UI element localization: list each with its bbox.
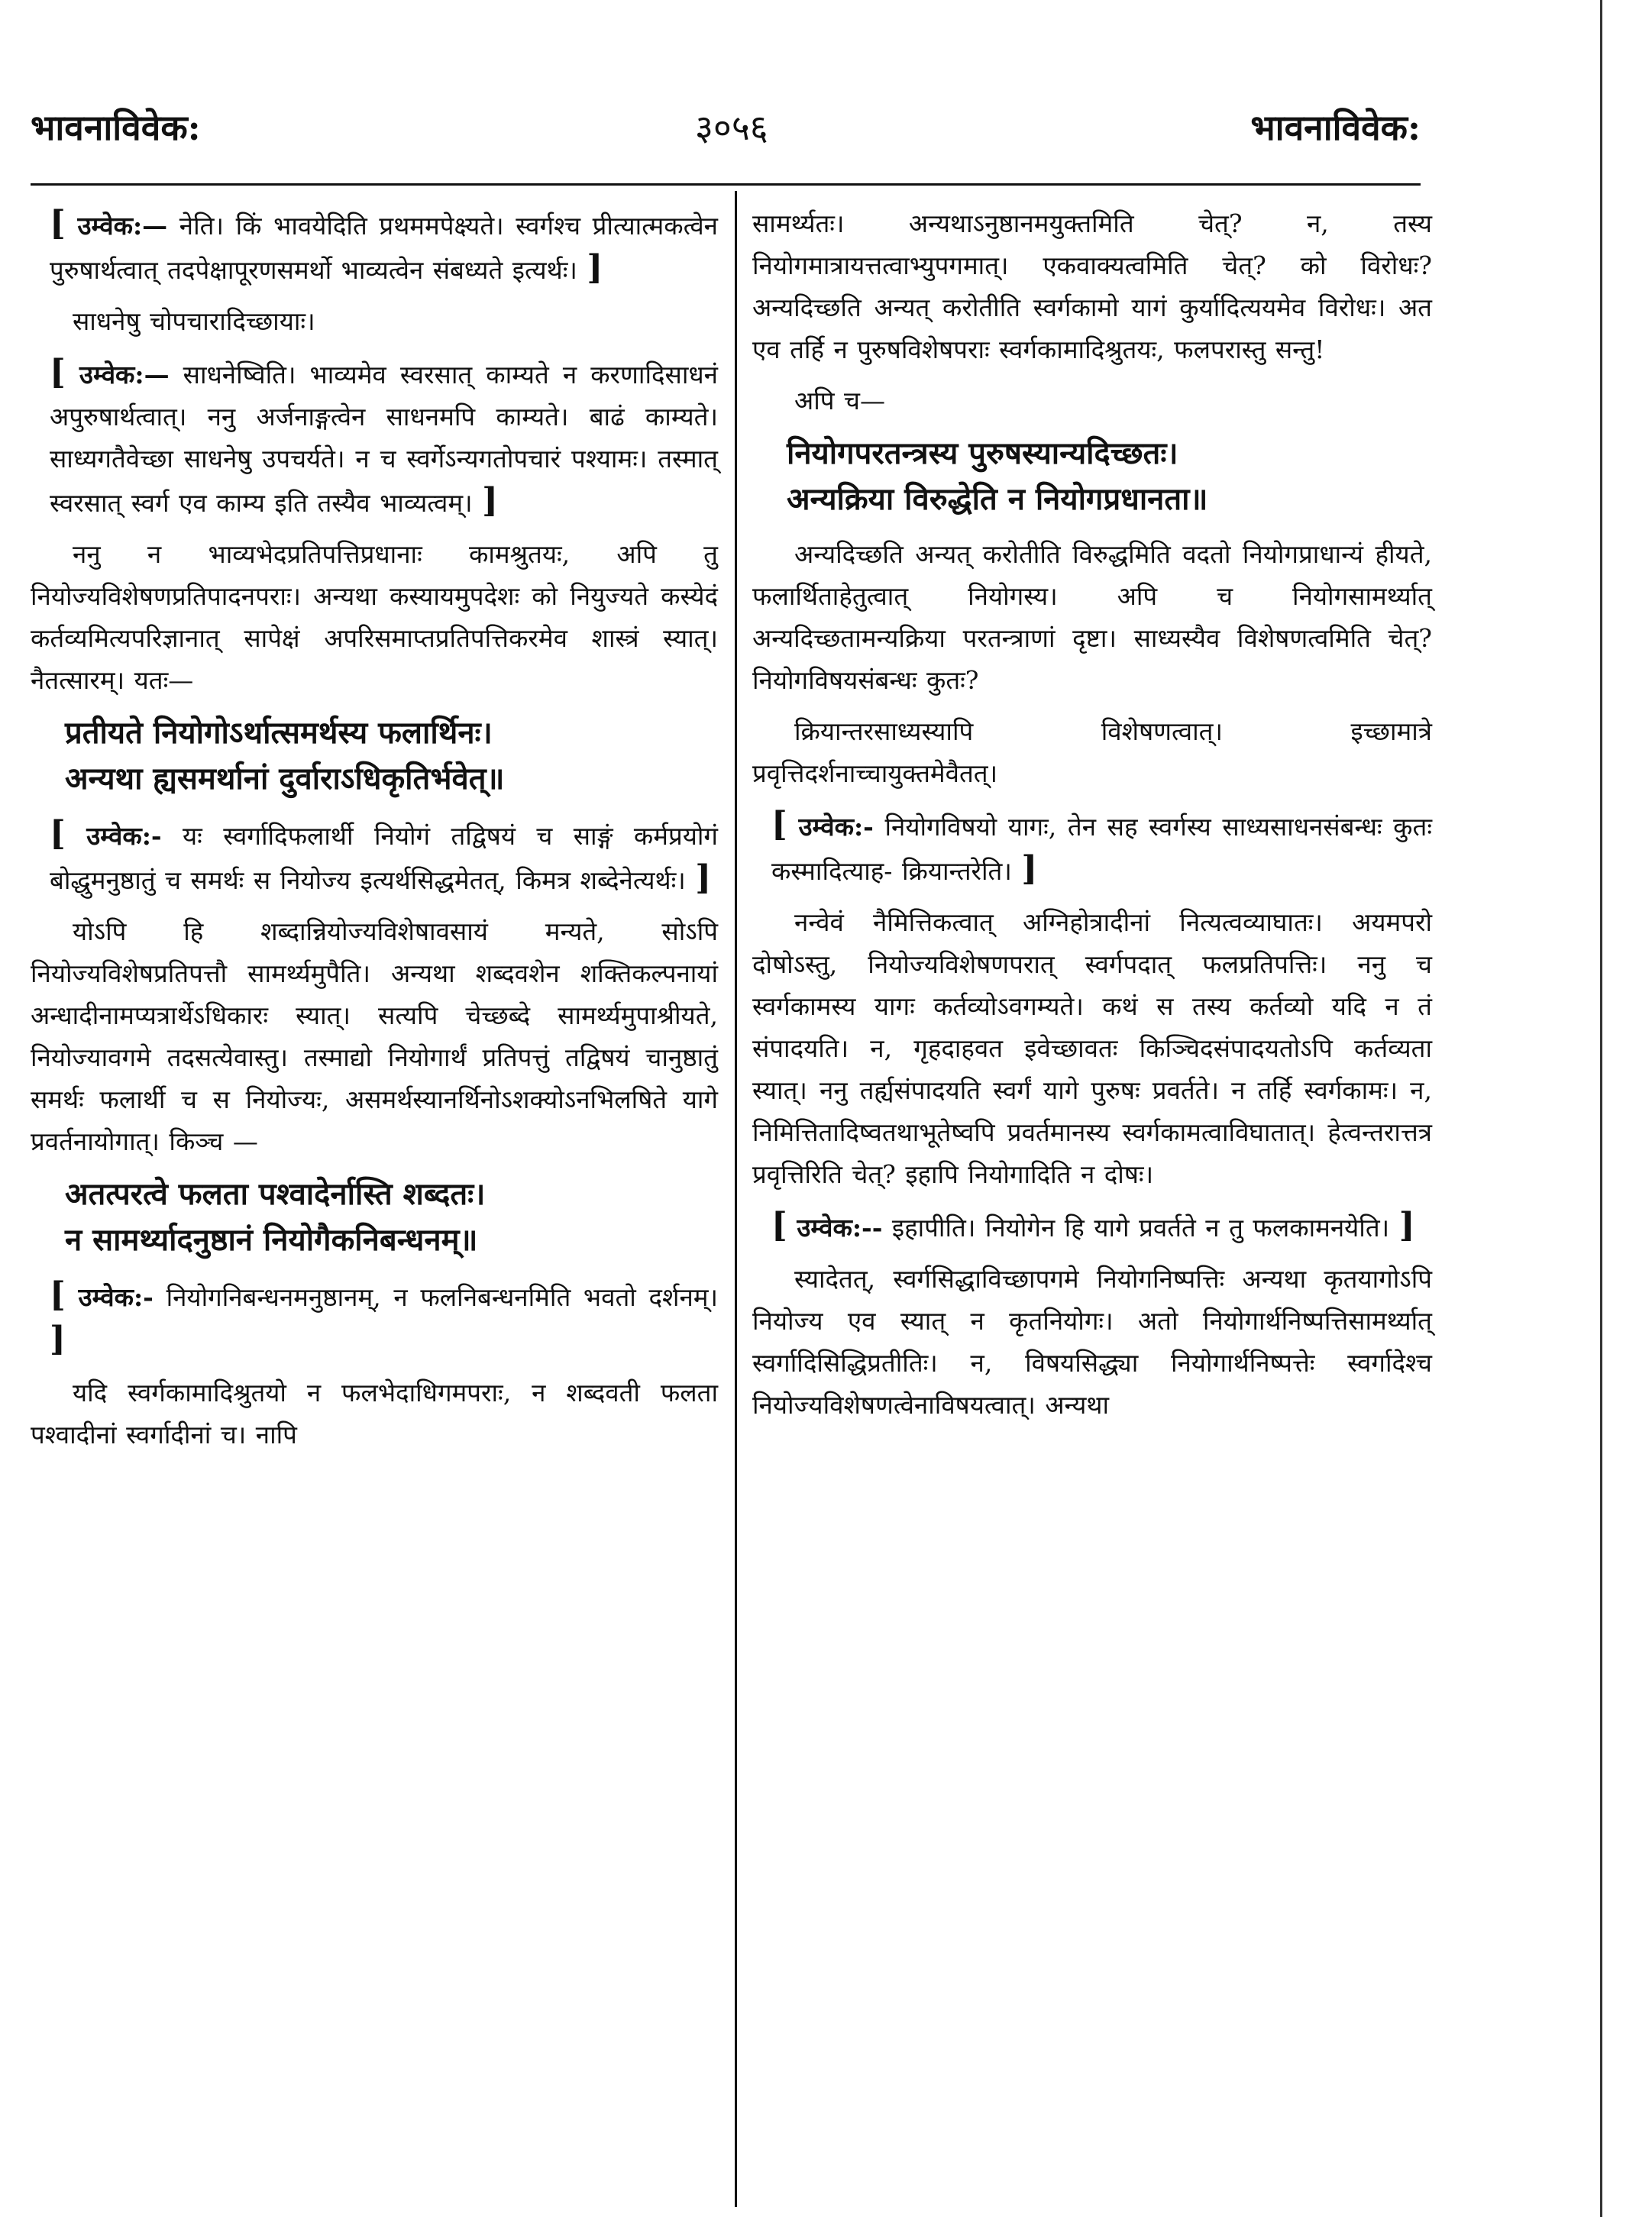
bracket-open: [	[50, 814, 66, 853]
header-title-left: भावनाविवेक:	[31, 107, 201, 148]
paragraph: अन्यदिच्छति अन्यत् करोतीति विरुद्धमिति वदतो नियोगप्राधान्यं हीयते, फलार्थिताहेतुत्वात् नियोगस्य। अपि च नियोगसामर्थ्यात् अन्यदिच्छतामन्यक्रिया परतन्त्राणां दृष्टा। साध्यस्यैव विशेषणत्वमिति चेत्? नियोगविषयसंबन्धः कुतः?	[752, 539, 1432, 695]
verse	[752, 431, 1432, 522]
paragraph: ननु न भाव्यभेदप्रतिपत्तिप्रधानाः कामश्रुतयः, अपि तु नियोज्यविशेषणप्रतिपादनपराः। अन्यथा कस्यायमुपदेशः को नियुज्यते कस्येदं कर्तव्यमित्यपरिज्ञानात् सापेक्षं अपरिसमाप्तप्रतिपत्तिकरमेव शास्त्रं स्यात्। नैतत्सारम्। यतः—	[31, 539, 718, 695]
paragraph: स्यादेतत्, स्वर्गसिद्धाविच्छापगमे नियोगनिष्पत्तिः अन्यथा कृतयागोऽपि नियोज्य एव स्यात् न कृतनियोगः। अतो नियोगार्थनिष्पत्तिसामर्थ्यात् स्वर्गादिसिद्धिप्रतीतिः। न, विषयसिद्ध्या नियोगार्थनिष्पत्तेः स्वर्गादेश्च नियोज्यविशेषणत्वेनाविषयत्वात्। अन्यथा	[752, 1264, 1432, 1420]
bracket-close: ]	[1021, 849, 1038, 888]
commentary-block	[31, 1274, 718, 1362]
header-title-right: भावनाविवेक:	[1250, 107, 1421, 148]
commentary-label: उम्वेक:—	[79, 360, 170, 389]
paragraph: क्रियान्तरसाध्यस्यापि विशेषणत्वात्। इच्छामात्रे प्रवृत्तिदर्शनाच्चायुक्तमेवैतत्।	[752, 716, 1432, 788]
paragraph: अपि च—	[794, 386, 885, 415]
verse	[31, 710, 718, 802]
bracket-open: [	[50, 204, 66, 243]
paragraph: साधनेषु चोपचारादिच्छायाः।	[73, 306, 315, 336]
commentary-text: नियोगनिबन्धनमनुष्ठानम्, न फलनिबन्धनमिति भवतो दर्शनम्।	[166, 1282, 719, 1312]
bracket-open: [	[771, 1206, 787, 1245]
column-divider	[735, 191, 737, 2207]
paragraph: सामर्थ्यतः। अन्यथाऽनुष्ठानमयुक्तमिति चेत्? न, तस्य नियोगमात्रायत्तत्वाभ्युपगमात्। एकवाक्यत्वमिति चेत्? को विरोधः? अन्यदिच्छति अन्यत् करोतीति स्वर्गकामो यागं कुर्यादित्ययमेव विरोधः। अत एव तर्हि न पुरुषविशेषपराः स्वर्गकामादिश्रुतयः, फलपरास्तु सन्तु!	[752, 208, 1432, 364]
commentary-block	[752, 803, 1432, 892]
verse-line: प्रतीयते नियोगोऽर्थात्समर्थस्य फलार्थिनः।	[65, 715, 493, 751]
commentary-label: उम्वेक:—	[77, 211, 168, 241]
commentary-text: साधनेष्विति। भाव्यमेव स्वरसात् काम्यते न करणादिसाधनं अपुरुषार्थत्वात्। ननु अर्जनाङ्गत्वेन साधनमपि काम्यते। बाढं काम्यते। साध्यगतैवेच्छा साधनेषु उपचर्यते। न च स्वर्गेऽन्यगतोपचारं पश्यामः। तस्मात् स्वरसात् स्वर्ग एव काम्य इति तस्यैव भाव्यत्वम्।	[50, 360, 718, 518]
commentary-block	[752, 1204, 1432, 1249]
commentary-label: उम्वेक:-	[86, 821, 162, 851]
bracket-close: ]	[587, 248, 603, 287]
verse-line: अतत्परत्वे फलता पश्वादेर्नास्ति शब्दतः।	[65, 1176, 486, 1212]
commentary-block	[31, 813, 718, 901]
bracket-open: [	[771, 805, 787, 844]
bracket-close: ]	[1398, 1206, 1415, 1245]
right-column	[752, 202, 1432, 1435]
paragraph: योऽपि हि शब्दान्नियोज्यविशेषावसायं मन्यते, सोऽपि नियोज्यविशेषप्रतिपत्तौ सामर्थ्यमुपैति। अन्यथा शब्दवशेन शक्तिकल्पनायां अन्धादीनामप्यत्रार्थेऽधिकारः स्यात्। सत्यपि चेच्छब्दे सामर्थ्यमुपाश्रीयते, नियोज्यावगमे तदसत्येवास्तु। तस्माद्यो नियोगार्थं प्रतिपत्तुं तद्विषयं चानुष्ठातुं समर्थः फलार्थी च स नियोज्यः, असमर्थस्यानर्थिनोऽशक्योऽनभिलषिते यागे प्रवर्तनायोगात्। किञ्च —	[31, 916, 718, 1156]
bracket-close: ]	[50, 1320, 66, 1359]
commentary-block	[31, 202, 718, 291]
page-header	[31, 103, 1421, 164]
commentary-text: नेति। किं भावयेदिति प्रथममपेक्ष्यते। स्वर्गश्च प्रीत्यात्मकत्वेन पुरुषार्थत्वात् तदपेक्षापूरणसमर्थो भाव्यत्वेन संबध्यते इत्यर्थः।	[50, 211, 718, 285]
header-rule	[31, 183, 1421, 186]
left-column	[31, 202, 718, 1465]
commentary-label: उम्वेक:-	[78, 1282, 154, 1312]
verse	[31, 1172, 718, 1263]
verse-line: न सामर्थ्यादनुष्ठानं नियोगैकनिबन्धनम्॥	[65, 1222, 478, 1258]
commentary-block	[31, 351, 718, 524]
paragraph: यदि स्वर्गकामादिश्रुतयो न फलभेदाधिगमपराः, न शब्दवती फलता पश्वादीनां स्वर्गादीनां च। नापि	[31, 1378, 718, 1449]
page-margin-line	[1600, 0, 1602, 2217]
verse-line: अन्यथा ह्यसमर्थानां दुर्वाराऽधिकृतिर्भवेत्॥	[65, 761, 505, 797]
bracket-close: ]	[482, 481, 498, 520]
commentary-text: इहापीति। नियोगेन हि यागे प्रवर्तते न तु फलकामनयेति।	[891, 1213, 1390, 1243]
bracket-open: [	[50, 353, 66, 392]
paragraph: नन्वेवं नैमित्तिकत्वात् अग्निहोत्रादीनां नित्यत्वव्याघातः। अयमपरो दोषोऽस्तु, नियोज्यविशेषणपरात् स्वर्गपदात् फलप्रतिपत्तिः। ननु च स्वर्गकामस्य यागः कर्तव्योऽवगम्यते। कथं स तस्य कर्तव्यो यदि न तं संपादयति। न, गृहदाहवत इवेच्छावतः किञ्चिदसंपादयतोऽपि कर्तव्यता स्यात्। ननु तर्ह्यसंपादयति स्वर्गं यागे पुरुषः प्रवर्तते। न तर्हि स्वर्गकामः। न, निमित्तितादिष्वतथाभूतेष्वपि प्रवर्तमानस्य स्वर्गकामत्वाविघातात्। हेत्वन्तरात्तत्र प्रवृत्तिरिति चेत्? इहापि नियोगादिति न दोषः।	[752, 907, 1432, 1189]
verse-line: नियोगपरतन्त्रस्य पुरुषस्यान्यदिच्छतः।	[787, 435, 1178, 471]
page-number: ३०५६	[695, 107, 768, 148]
commentary-text: नियोगविषयो यागः, तेन सह स्वर्गस्य साध्यसाधनसंबन्धः कुतः कस्मादित्याह- क्रियान्तरेति।	[771, 812, 1432, 886]
bracket-open: [	[50, 1275, 66, 1314]
bracket-close: ]	[695, 858, 712, 897]
verse-line: अन्यक्रिया विरुद्धेति न नियोगप्रधानता॥	[787, 481, 1208, 517]
commentary-text: यः स्वर्गादिफलार्थी नियोगं तद्विषयं च साङ्गं कर्मप्रयोगं बोद्धुमनुष्ठातुं च समर्थः स नियोज्य इत्यर्थसिद्धमेतत्, किमत्र शब्देनेत्यर्थः।	[50, 821, 718, 895]
commentary-label: उम्वेक:--	[797, 1213, 883, 1243]
commentary-label: उम्वेक:-	[798, 812, 874, 842]
